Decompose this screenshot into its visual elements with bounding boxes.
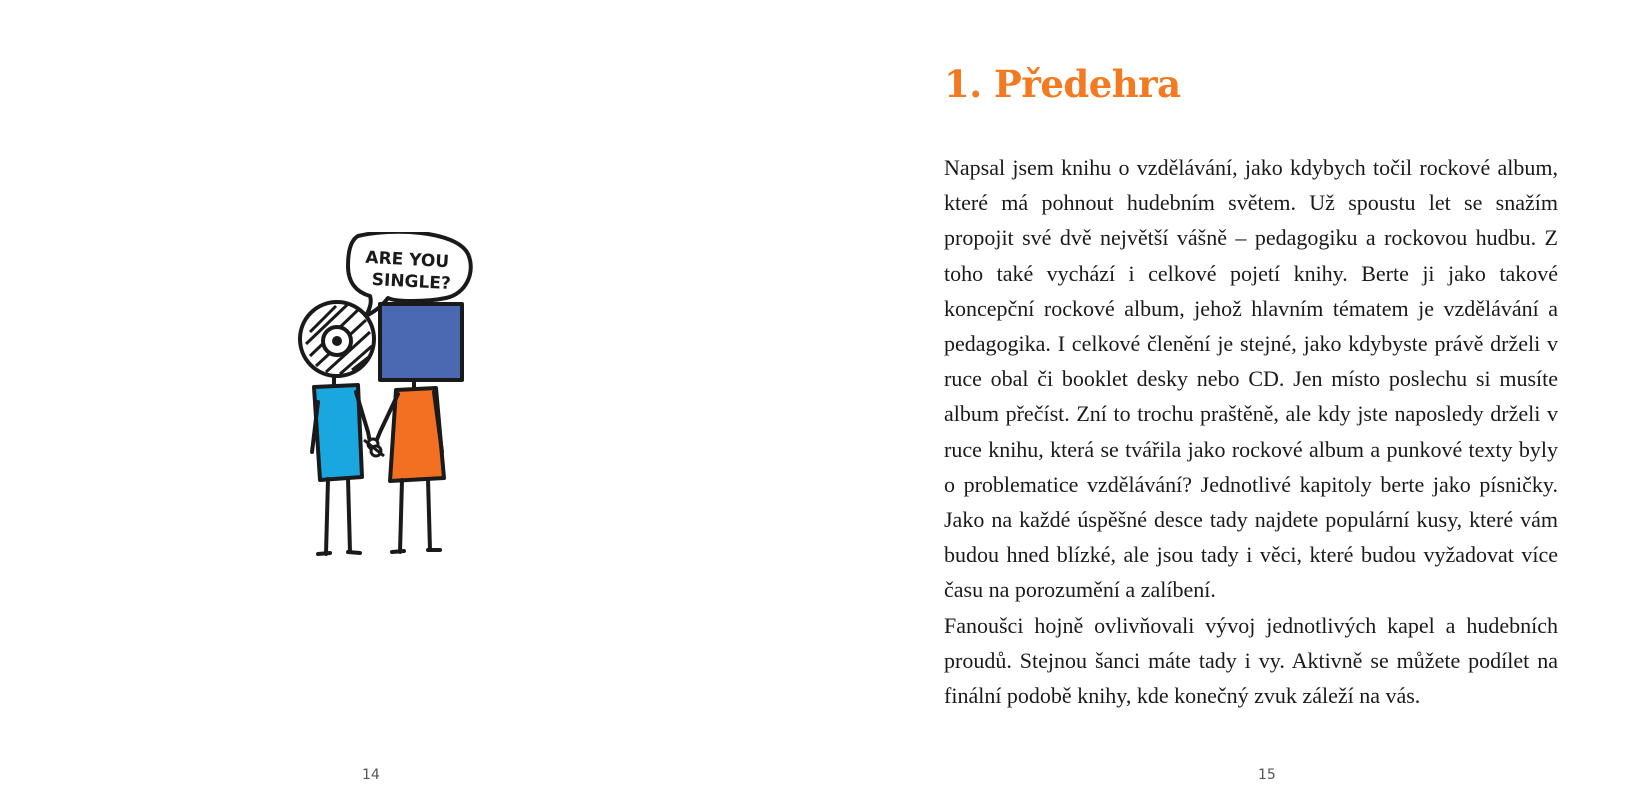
page-number-left: 14	[362, 767, 380, 783]
couple-illustration	[296, 232, 496, 582]
speech-bubble-line1: ARE YOU	[364, 247, 450, 273]
right-page	[813, 0, 1626, 812]
speech-bubble-line2: SINGLE?	[371, 269, 452, 295]
figure-left	[300, 302, 374, 554]
paragraph: Fanoušci hojně ovlivňovali vývoj jednotlivých kapel a hudebních proudů. Stejnou šanci máte tady i vy. Aktivně se můžete podílet na finální podobě knihy, kde konečný zvuk záleží na vás.	[944, 612, 1558, 709]
paragraph: Napsal jsem knihu o vzdělávání, jako kdybych točil rockové album, které má pohnout hudebním světem. Už spoustu let se snažím propojit své dvě největší vášně – pedagogiku a rockovou hudbu. Z toho také vychází i celkové pojetí knihy. Berte ji jako takové koncepční rockové album, jehož hlavním tématem je vzdělávání a pedagogika. I celkové členění je stejné, jako kdybyste právě drželi v ruce obal či booklet desky nebo CD. Jen místo poslechu si musíte album přečíst. Zní to trochu praštěně, ale kdy jste naposledy drželi v ruce knihu, která se tvářila jako rockové album a punkové texty byly o problematice vzdělávání? Jednotlivé kapitoly berte jako písničky. Jako na každé úspěšné desce tady najdete populární kusy, které vám budou hned blízké, ale jsou tady i věci, které budou vyžadovat více času na porozumění a zalíbení.	[944, 155, 1558, 603]
page-number-right: 15	[1258, 767, 1276, 783]
chapter-body	[944, 150, 1558, 713]
figure-right	[376, 304, 462, 552]
holding-hands	[364, 439, 384, 456]
chapter-title: 1. Předehra	[944, 62, 1181, 106]
